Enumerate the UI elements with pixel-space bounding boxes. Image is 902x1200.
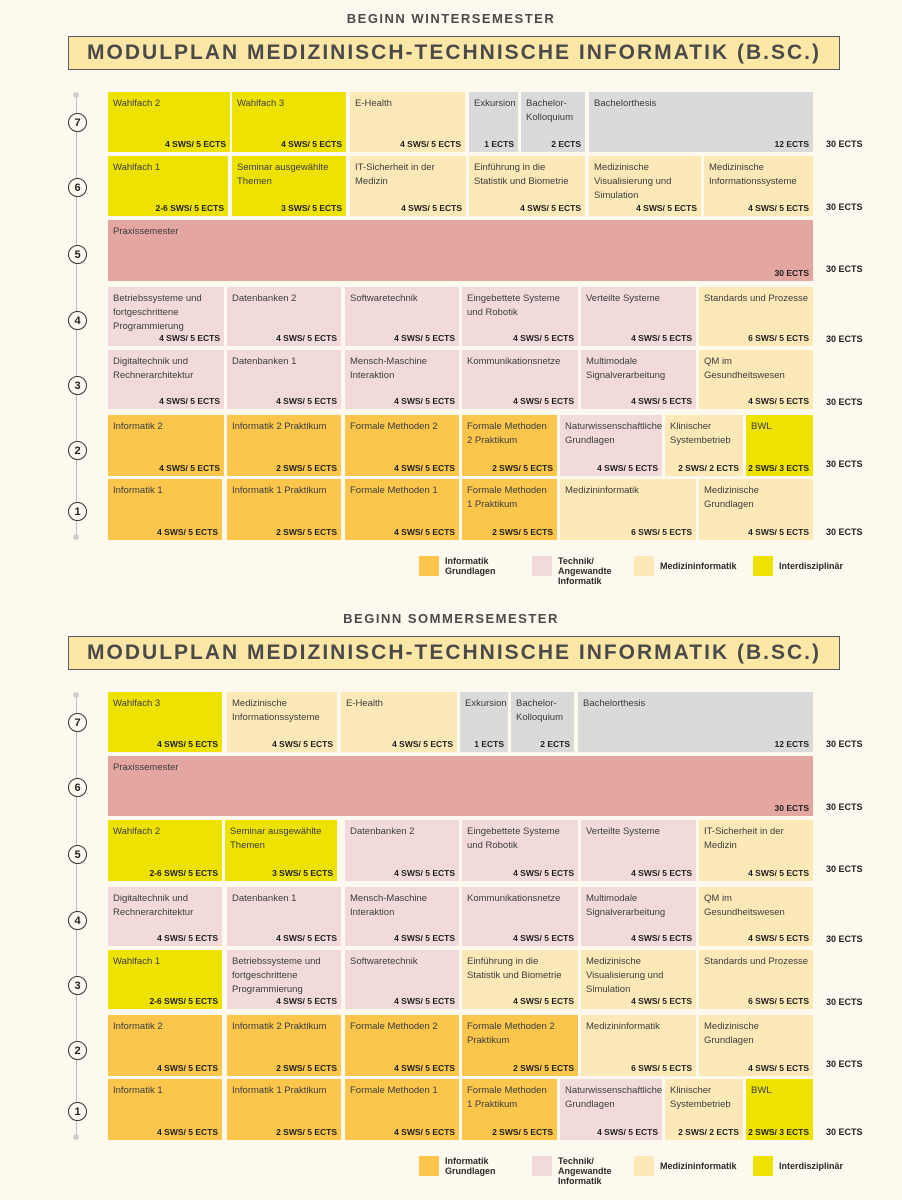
module-ects: 6 SWS/ 5 ECTS <box>631 527 692 537</box>
module-cell <box>108 820 222 881</box>
legend-label: Medizininformatik <box>660 561 737 571</box>
legend-item <box>419 1156 509 1176</box>
module-ects: 2 ECTS <box>540 739 570 749</box>
module-name: Klinischer Systembetrieb <box>670 1085 731 1110</box>
module-name: Bachelor-Kolloquium <box>526 98 573 123</box>
semester-total-ects: 30 ECTS <box>826 1059 863 1069</box>
module-cell <box>341 692 457 752</box>
module-ects: 4 SWS/ 5 ECTS <box>272 739 333 749</box>
semester-total-ects: 30 ECTS <box>826 802 863 812</box>
module-cell <box>581 1015 696 1076</box>
module-ects: 4 SWS/ 5 ECTS <box>401 203 462 213</box>
module-name: Praxissemester <box>113 226 179 237</box>
semester-total-ects: 30 ECTS <box>826 459 863 469</box>
module-ects: 4 SWS/ 5 ECTS <box>157 527 218 537</box>
module-name: Medizinische Informationssysteme <box>232 698 320 723</box>
module-name: Softwaretechnik <box>350 293 418 304</box>
module-cell <box>704 156 813 216</box>
legend-swatch <box>532 556 552 576</box>
module-name: Formale Methoden 1 Praktikum <box>467 485 547 510</box>
module-cell <box>469 156 585 216</box>
module-name: E-Health <box>355 98 392 109</box>
legend-item <box>753 1156 843 1176</box>
module-cell <box>227 350 341 409</box>
legend-item <box>532 1156 618 1186</box>
legend-swatch <box>419 1156 439 1176</box>
semester-number: 2 <box>68 441 87 460</box>
module-cell <box>462 415 557 476</box>
module-name: Eingebettete Systeme und Robotik <box>467 293 560 318</box>
legend-swatch <box>753 1156 773 1176</box>
semester-total-ects: 30 ECTS <box>826 739 863 749</box>
module-ects: 4 SWS/ 5 ECTS <box>394 333 455 343</box>
module-ects: 2 SWS/ 5 ECTS <box>276 463 337 473</box>
module-name: Medizinische Informationssysteme <box>709 162 797 187</box>
module-ects: 2-6 SWS/ 5 ECTS <box>155 203 224 213</box>
module-ects: 2 ECTS <box>551 139 581 149</box>
module-name: Wahlfach 3 <box>113 698 161 709</box>
module-ects: 4 SWS/ 5 ECTS <box>513 933 574 943</box>
module-name: Klinischer Systembetrieb <box>670 421 731 446</box>
module-cell <box>581 350 696 409</box>
module-ects: 4 SWS/ 5 ECTS <box>394 1127 455 1137</box>
module-ects: 4 SWS/ 5 ECTS <box>631 868 692 878</box>
module-cell <box>462 820 578 881</box>
module-cell <box>227 950 341 1009</box>
module-name: Medizininformatik <box>586 1021 660 1032</box>
beginn-heading: BEGINN WINTERSEMESTER <box>346 11 556 26</box>
module-name: Wahlfach 1 <box>113 956 161 967</box>
module-name: Standards und Prozesse <box>704 293 809 304</box>
module-cell <box>227 287 341 346</box>
module-ects: 4 SWS/ 5 ECTS <box>159 396 220 406</box>
module-name: Standards und Prozesse <box>704 956 809 967</box>
module-cell <box>108 1079 222 1140</box>
module-cell <box>462 1015 578 1076</box>
module-ects: 12 ECTS <box>774 739 809 749</box>
module-name: Wahlfach 3 <box>237 98 285 109</box>
semester-total-ects: 30 ECTS <box>826 864 863 874</box>
module-cell <box>345 479 459 540</box>
module-cell <box>108 287 224 346</box>
module-ects: 3 SWS/ 5 ECTS <box>272 868 333 878</box>
module-ects: 4 SWS/ 5 ECTS <box>513 333 574 343</box>
module-name: Eingebettete Systeme und Robotik <box>467 826 560 851</box>
semester-number: 2 <box>68 1041 87 1060</box>
module-cell <box>581 287 696 346</box>
module-ects: 2 SWS/ 2 ECTS <box>678 1127 739 1137</box>
semester-total-ects: 30 ECTS <box>826 139 863 149</box>
module-cell <box>560 415 662 476</box>
module-name: Informatik 1 Praktikum <box>232 1085 327 1096</box>
module-cell <box>227 1079 341 1140</box>
module-cell <box>227 479 341 540</box>
module-ects: 2-6 SWS/ 5 ECTS <box>149 996 218 1006</box>
module-name: Seminar ausgewählte Themen <box>237 162 329 187</box>
module-ects: 4 SWS/ 5 ECTS <box>748 527 809 537</box>
module-cell <box>108 756 813 816</box>
module-name: Multimodale Signalverarbeitung <box>586 893 666 918</box>
module-name: Einführung in die Statistik und Biometrie <box>474 162 569 187</box>
module-cell <box>350 92 465 152</box>
module-ects: 2 SWS/ 5 ECTS <box>276 1063 337 1073</box>
module-ects: 4 SWS/ 5 ECTS <box>748 1063 809 1073</box>
module-name: Mensch-Maschine Interaktion <box>350 356 428 381</box>
module-cell <box>665 415 743 476</box>
module-name: Naturwissenschaftliche Grundlagen <box>565 421 663 446</box>
module-name: Informatik 2 <box>113 421 163 432</box>
module-cell <box>108 1015 222 1076</box>
legend-label: Technik/ Angewandte Informatik <box>558 556 612 586</box>
semester-number: 7 <box>68 713 87 732</box>
semester-number: 3 <box>68 376 87 395</box>
module-cell <box>581 820 696 881</box>
module-ects: 2 SWS/ 3 ECTS <box>748 1127 809 1137</box>
module-cell <box>746 415 813 476</box>
module-ects: 4 SWS/ 5 ECTS <box>159 463 220 473</box>
module-ects: 2 SWS/ 5 ECTS <box>513 1063 574 1073</box>
module-ects: 4 SWS/ 5 ECTS <box>394 463 455 473</box>
module-name: Datenbanken 2 <box>350 826 415 837</box>
module-name: Bachelorthesis <box>583 698 646 709</box>
module-cell <box>225 820 337 881</box>
module-ects: 4 SWS/ 5 ECTS <box>276 396 337 406</box>
module-name: E-Health <box>346 698 383 709</box>
module-ects: 4 SWS/ 5 ECTS <box>748 868 809 878</box>
semester-number: 6 <box>68 178 87 197</box>
module-cell <box>108 92 230 152</box>
legend-swatch <box>634 556 654 576</box>
module-ects: 4 SWS/ 5 ECTS <box>636 203 697 213</box>
module-cell <box>462 887 578 946</box>
module-cell <box>345 950 459 1009</box>
module-ects: 4 SWS/ 5 ECTS <box>392 739 453 749</box>
module-cell <box>108 950 222 1009</box>
module-cell <box>227 887 341 946</box>
module-cell <box>665 1079 743 1140</box>
module-ects: 12 ECTS <box>774 139 809 149</box>
module-ects: 30 ECTS <box>774 803 809 813</box>
timeline-dot-bottom <box>73 1134 79 1140</box>
module-name: Formale Methoden 2 <box>350 421 438 432</box>
semester-number: 6 <box>68 778 87 797</box>
title-box <box>68 636 840 670</box>
module-cell <box>581 950 696 1009</box>
legend-item <box>419 556 509 576</box>
module-cell <box>589 92 813 152</box>
module-ects: 4 SWS/ 5 ECTS <box>631 333 692 343</box>
module-cell <box>462 479 557 540</box>
module-cell <box>345 820 459 881</box>
legend-swatch <box>419 556 439 576</box>
module-cell <box>589 156 701 216</box>
semester-total-ects: 30 ECTS <box>826 1127 863 1137</box>
module-ects: 3 SWS/ 5 ECTS <box>281 203 342 213</box>
module-cell <box>227 415 341 476</box>
module-name: IT-Sicherheit in der Medizin <box>704 826 784 851</box>
module-name: Wahlfach 1 <box>113 162 161 173</box>
module-name: BWL <box>751 421 772 432</box>
semester-number: 5 <box>68 845 87 864</box>
module-name: Datenbanken 1 <box>232 356 297 367</box>
module-name: Softwaretechnik <box>350 956 418 967</box>
module-cell <box>511 692 574 752</box>
module-cell <box>460 692 508 752</box>
module-name: Verteilte Systeme <box>586 826 660 837</box>
module-ects: 4 SWS/ 5 ECTS <box>394 933 455 943</box>
module-ects: 6 SWS/ 5 ECTS <box>748 996 809 1006</box>
module-ects: 4 SWS/ 5 ECTS <box>520 203 581 213</box>
module-cell <box>462 287 578 346</box>
module-name: Digitaltechnik und Rechnerarchitektur <box>113 356 194 381</box>
semester-number: 1 <box>68 1102 87 1121</box>
semester-total-ects: 30 ECTS <box>826 397 863 407</box>
legend-swatch <box>634 1156 654 1176</box>
module-cell <box>699 287 813 346</box>
module-ects: 4 SWS/ 5 ECTS <box>748 396 809 406</box>
module-ects: 6 SWS/ 5 ECTS <box>631 1063 692 1073</box>
semester-total-ects: 30 ECTS <box>826 264 863 274</box>
module-ects: 2-6 SWS/ 5 ECTS <box>149 868 218 878</box>
module-ects: 4 SWS/ 5 ECTS <box>394 1063 455 1073</box>
module-cell <box>699 950 813 1009</box>
module-ects: 4 SWS/ 5 ECTS <box>513 996 574 1006</box>
module-cell <box>578 692 813 752</box>
module-cell <box>462 950 578 1009</box>
module-cell <box>108 350 224 409</box>
module-name: Formale Methoden 1 Praktikum <box>467 1085 547 1110</box>
module-name: BWL <box>751 1085 772 1096</box>
module-name: Informatik 1 <box>113 485 163 496</box>
module-name: Formale Methoden 1 <box>350 1085 438 1096</box>
module-cell <box>345 887 459 946</box>
module-cell <box>345 1079 459 1140</box>
module-ects: 4 SWS/ 5 ECTS <box>394 527 455 537</box>
module-name: Datenbanken 2 <box>232 293 297 304</box>
module-cell <box>581 887 696 946</box>
semester-total-ects: 30 ECTS <box>826 997 863 1007</box>
module-ects: 4 SWS/ 5 ECTS <box>597 463 658 473</box>
semester-total-ects: 30 ECTS <box>826 334 863 344</box>
module-name: Einführung in die Statistik und Biometrie <box>467 956 562 981</box>
module-name: Wahlfach 2 <box>113 98 161 109</box>
module-ects: 2 SWS/ 3 ECTS <box>748 463 809 473</box>
module-cell <box>345 415 459 476</box>
module-ects: 4 SWS/ 5 ECTS <box>513 868 574 878</box>
module-ects: 2 SWS/ 5 ECTS <box>276 527 337 537</box>
legend-item <box>753 556 843 576</box>
module-ects: 4 SWS/ 5 ECTS <box>631 396 692 406</box>
module-ects: 2 SWS/ 5 ECTS <box>492 463 553 473</box>
page-title: MODULPLAN MEDIZINISCH-TECHNISCHE INFORMATIK (B.SC.) <box>87 641 821 664</box>
module-name: Formale Methoden 1 <box>350 485 438 496</box>
module-ects: 2 SWS/ 2 ECTS <box>678 463 739 473</box>
module-ects: 4 SWS/ 5 ECTS <box>394 996 455 1006</box>
module-cell <box>108 479 222 540</box>
module-ects: 4 SWS/ 5 ECTS <box>157 1127 218 1137</box>
module-name: Multimodale Signalverarbeitung <box>586 356 666 381</box>
module-cell <box>462 350 578 409</box>
module-cell <box>108 692 222 752</box>
semester-number: 4 <box>68 911 87 930</box>
module-name: Medizinische Grundlagen <box>704 485 759 510</box>
module-ects: 30 ECTS <box>774 268 809 278</box>
module-ects: 4 SWS/ 5 ECTS <box>276 333 337 343</box>
module-ects: 4 SWS/ 5 ECTS <box>631 933 692 943</box>
legend-label: Interdisziplinär <box>779 561 844 571</box>
semester-total-ects: 30 ECTS <box>826 202 863 212</box>
semester-total-ects: 30 ECTS <box>826 934 863 944</box>
module-name: Mensch-Maschine Interaktion <box>350 893 428 918</box>
module-name: Praxissemester <box>113 762 179 773</box>
module-name: IT-Sicherheit in der Medizin <box>355 162 435 187</box>
module-name: Informatik 2 Praktikum <box>232 421 327 432</box>
semester-number: 5 <box>68 245 87 264</box>
module-cell <box>560 479 696 540</box>
module-name: Naturwissenschaftliche Grundlagen <box>565 1085 663 1110</box>
module-name: Exkursion <box>474 98 516 109</box>
semester-total-ects: 30 ECTS <box>826 527 863 537</box>
legend-swatch <box>753 556 773 576</box>
module-name: Bachelor-Kolloquium <box>516 698 563 723</box>
legend-label: Informatik Grundlagen <box>445 1156 496 1176</box>
module-name: Exkursion <box>465 698 507 709</box>
module-ects: 4 SWS/ 5 ECTS <box>157 1063 218 1073</box>
semester-number: 3 <box>68 976 87 995</box>
module-name: Medizinische Visualisierung und Simulation <box>586 956 664 995</box>
module-cell <box>345 350 459 409</box>
module-ects: 4 SWS/ 5 ECTS <box>597 1127 658 1137</box>
module-name: Informatik 1 Praktikum <box>232 485 327 496</box>
module-cell <box>699 820 813 881</box>
module-cell <box>560 1079 662 1140</box>
semester-number: 4 <box>68 311 87 330</box>
legend-label: Technik/ Angewandte Informatik <box>558 1156 612 1186</box>
module-ects: 4 SWS/ 5 ECTS <box>276 996 337 1006</box>
module-cell <box>699 350 813 409</box>
timeline-dot-top <box>73 692 79 698</box>
module-ects: 4 SWS/ 5 ECTS <box>159 333 220 343</box>
module-ects: 4 SWS/ 5 ECTS <box>276 933 337 943</box>
module-cell <box>108 887 222 946</box>
module-ects: 6 SWS/ 5 ECTS <box>748 333 809 343</box>
timeline-dot-bottom <box>73 534 79 540</box>
legend-item <box>634 556 737 576</box>
module-name: Seminar ausgewählte Themen <box>230 826 322 851</box>
module-cell <box>232 92 346 152</box>
module-cell <box>108 220 813 281</box>
module-cell <box>521 92 585 152</box>
legend-label: Medizininformatik <box>660 1161 737 1171</box>
module-ects: 4 SWS/ 5 ECTS <box>748 933 809 943</box>
semester-number: 1 <box>68 502 87 521</box>
module-name: Informatik 1 <box>113 1085 163 1096</box>
module-cell <box>699 887 813 946</box>
module-cell <box>227 1015 341 1076</box>
module-ects: 1 ECTS <box>484 139 514 149</box>
module-name: Medizinische Visualisierung und Simulation <box>594 162 672 201</box>
module-name: QM im Gesundheitswesen <box>704 356 785 381</box>
module-cell <box>699 1015 813 1076</box>
module-name: Informatik 2 <box>113 1021 163 1032</box>
module-ects: 4 SWS/ 5 ECTS <box>394 868 455 878</box>
module-cell <box>108 415 224 476</box>
module-ects: 2 SWS/ 5 ECTS <box>492 527 553 537</box>
beginn-heading: BEGINN SOMMERSEMESTER <box>343 611 559 626</box>
module-cell <box>227 692 337 752</box>
module-name: Informatik 2 Praktikum <box>232 1021 327 1032</box>
module-cell <box>108 156 228 216</box>
module-cell <box>699 479 813 540</box>
module-name: Bachelorthesis <box>594 98 657 109</box>
page-title: MODULPLAN MEDIZINISCH-TECHNISCHE INFORMATIK (B.SC.) <box>87 41 821 64</box>
module-cell <box>746 1079 813 1140</box>
module-cell <box>462 1079 557 1140</box>
module-name: Formale Methoden 2 <box>350 1021 438 1032</box>
module-name: Kommunikationsnetze <box>467 356 561 367</box>
legend-item <box>634 1156 737 1176</box>
module-ects: 4 SWS/ 5 ECTS <box>157 739 218 749</box>
module-name: Wahlfach 2 <box>113 826 161 837</box>
module-ects: 4 SWS/ 5 ECTS <box>513 396 574 406</box>
module-cell <box>232 156 346 216</box>
module-name: Datenbanken 1 <box>232 893 297 904</box>
module-ects: 4 SWS/ 5 ECTS <box>281 139 342 149</box>
module-name: QM im Gesundheitswesen <box>704 893 785 918</box>
module-ects: 4 SWS/ 5 ECTS <box>157 933 218 943</box>
module-name: Kommunikationsnetze <box>467 893 561 904</box>
module-name: Betriebssysteme und fortgeschrittene Programmierung <box>232 956 321 995</box>
module-name: Formale Methoden 2 Praktikum <box>467 1021 555 1046</box>
module-cell <box>345 287 459 346</box>
semester-number: 7 <box>68 113 87 132</box>
module-cell <box>345 1015 459 1076</box>
module-ects: 4 SWS/ 5 ECTS <box>631 996 692 1006</box>
module-name: Betriebssysteme und fortgeschrittene Programmierung <box>113 293 202 332</box>
module-ects: 4 SWS/ 5 ECTS <box>748 203 809 213</box>
module-name: Medizininformatik <box>565 485 639 496</box>
module-name: Formale Methoden 2 Praktikum <box>467 421 547 446</box>
legend-item <box>532 556 618 586</box>
title-box <box>68 36 840 70</box>
module-cell <box>469 92 518 152</box>
legend-swatch <box>532 1156 552 1176</box>
module-ects: 4 SWS/ 5 ECTS <box>400 139 461 149</box>
module-name: Digitaltechnik und Rechnerarchitektur <box>113 893 194 918</box>
module-name: Verteilte Systeme <box>586 293 660 304</box>
module-ects: 2 SWS/ 5 ECTS <box>276 1127 337 1137</box>
legend-label: Interdisziplinär <box>779 1161 844 1171</box>
timeline-dot-top <box>73 92 79 98</box>
module-ects: 4 SWS/ 5 ECTS <box>165 139 226 149</box>
module-cell <box>350 156 466 216</box>
module-ects: 2 SWS/ 5 ECTS <box>492 1127 553 1137</box>
module-name: Medizinische Grundlagen <box>704 1021 759 1046</box>
module-ects: 4 SWS/ 5 ECTS <box>394 396 455 406</box>
module-ects: 1 ECTS <box>474 739 504 749</box>
legend-label: Informatik Grundlagen <box>445 556 496 576</box>
